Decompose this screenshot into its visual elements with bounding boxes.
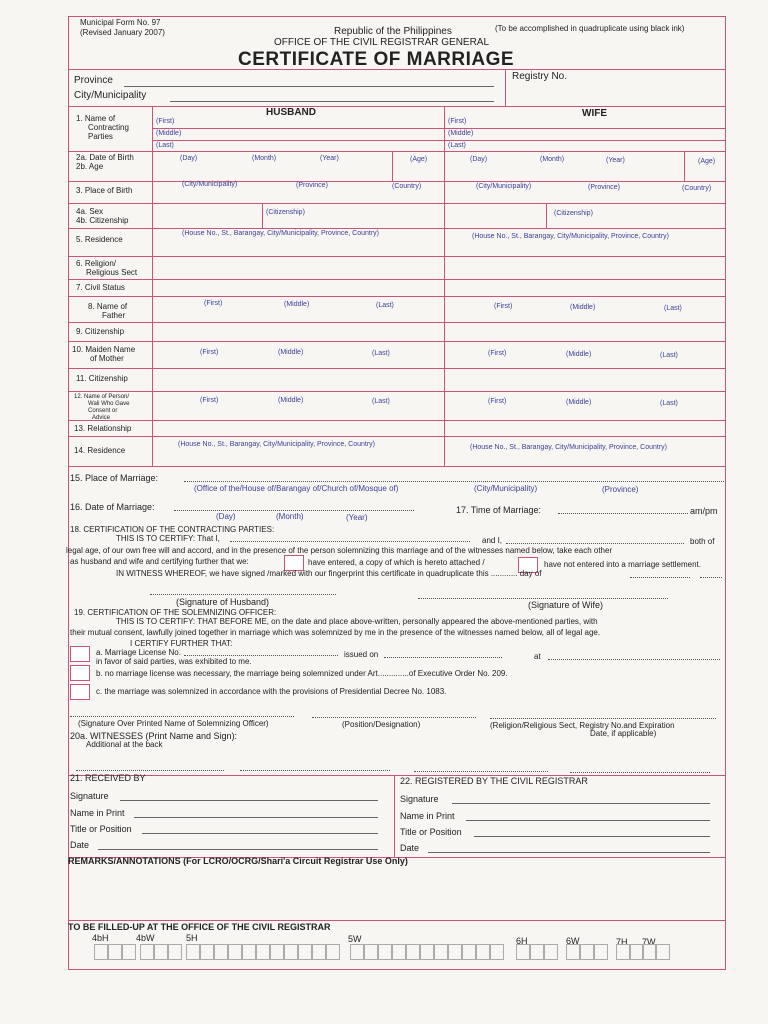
place-of-marriage-label: 15. Place of Marriage: [70,473,159,483]
option-b-checkbox[interactable] [70,665,90,681]
code-cell[interactable] [594,944,608,960]
code-cell[interactable] [350,944,364,960]
office-label: OFFICE OF THE CIVIL REGISTRAR GENERAL [274,37,490,48]
witness-4-field[interactable] [570,772,710,773]
code-cell[interactable] [392,944,406,960]
code-cell[interactable] [270,944,284,960]
code-cell[interactable] [228,944,242,960]
time-of-marriage-label: 17. Time of Marriage: [456,505,542,515]
code-cell[interactable] [242,944,256,960]
office-use-title: TO BE FILLED-UP AT THE OFFICE OF THE CIVIL REGISTRAR [68,922,331,932]
code-cell[interactable] [214,944,228,960]
page-title: CERTIFICATE OF MARRIAGE [238,49,515,70]
code-cell[interactable] [566,944,580,960]
code-cell[interactable] [642,944,656,960]
code-cell[interactable] [580,944,594,960]
position-field[interactable] [312,717,476,718]
code-cell[interactable] [476,944,490,960]
code-cell[interactable] [448,944,462,960]
code-cell[interactable] [490,944,504,960]
remarks-area[interactable] [70,870,722,916]
province-field[interactable] [124,86,494,87]
code-cell[interactable] [378,944,392,960]
section-19-title: 19. CERTIFICATION OF THE SOLEMNIZING OFFICER: [74,608,277,617]
option-a-checkbox[interactable] [70,646,90,662]
city-field[interactable] [170,101,494,102]
issued-on-field[interactable] [384,657,502,658]
option-c-checkbox[interactable] [70,684,90,700]
date-of-marriage-field[interactable] [174,510,414,511]
witnesses-title: 20a. WITNESSES (Print Name and Sign): [70,731,238,741]
code-cell[interactable] [154,944,168,960]
code-cell[interactable] [516,944,530,960]
witness-1-field[interactable] [76,770,224,771]
wife-signature-field[interactable] [418,598,668,599]
form-number: Municipal Form No. 97 [80,18,161,27]
license-number-field[interactable] [184,655,338,656]
husband-header: HUSBAND [266,107,316,118]
husband-signature-field[interactable] [150,594,336,595]
issued-at-field[interactable] [548,659,720,660]
province-label: Province [74,75,113,86]
received-by-title: 21. RECEIVED BY [70,773,146,783]
remarks-title: REMARKS/ANNOTATIONS (For LCRO/OCRG/Shari'a Circuit Registrar Use Only) [68,856,408,866]
received-name-field[interactable] [134,817,378,818]
code-cell[interactable] [462,944,476,960]
place-of-marriage-field[interactable] [184,481,724,482]
instruction-note: (To be accomplished in quadruplicate using black ink) [495,24,685,33]
code-cell[interactable] [364,944,378,960]
code-cell[interactable] [168,944,182,960]
code-cell[interactable] [312,944,326,960]
code-cell[interactable] [656,944,670,960]
code-cell[interactable] [406,944,420,960]
code-cell[interactable] [616,944,630,960]
wife-name-field[interactable] [506,543,684,544]
registered-name-field[interactable] [466,820,710,821]
code-cell[interactable] [94,944,108,960]
code-cell[interactable] [108,944,122,960]
registered-date-field[interactable] [428,852,710,853]
section-18-title: 18. CERTIFICATION OF THE CONTRACTING PARTIES: [70,525,275,534]
code-cell[interactable] [122,944,136,960]
republic-label: Republic of the Philippines [334,26,452,37]
registered-signature-field[interactable] [452,803,710,804]
received-position-field[interactable] [142,833,378,834]
code-cell[interactable] [298,944,312,960]
code-cell[interactable] [284,944,298,960]
code-cell[interactable] [434,944,448,960]
received-date-field[interactable] [98,849,378,850]
code-cell[interactable] [186,944,200,960]
code-cell[interactable] [256,944,270,960]
code-cell[interactable] [200,944,214,960]
husband-name-field[interactable] [230,541,470,542]
religion-registry-field[interactable] [490,718,716,719]
code-cell[interactable] [326,944,340,960]
city-label: City/Municipality [74,90,147,101]
wife-header: WIFE [582,108,607,119]
solemnizing-officer-signature[interactable] [70,716,294,717]
registry-label: Registry No. [512,71,568,82]
code-cell[interactable] [544,944,558,960]
date-of-marriage-label: 16. Date of Marriage: [70,502,155,512]
code-cell[interactable] [420,944,434,960]
code-cell[interactable] [530,944,544,960]
registered-position-field[interactable] [474,836,710,837]
row-1-label: 1. Name of [76,114,116,123]
witness-2-field[interactable] [240,770,390,771]
revision-date: (Revised January 2007) [80,28,165,37]
code-cell[interactable] [140,944,154,960]
time-of-marriage-field[interactable] [558,513,688,514]
registered-by-title: 22. REGISTERED BY THE CIVIL REGISTRAR [400,776,588,786]
witness-3-field[interactable] [414,771,548,772]
received-signature-field[interactable] [120,800,378,801]
